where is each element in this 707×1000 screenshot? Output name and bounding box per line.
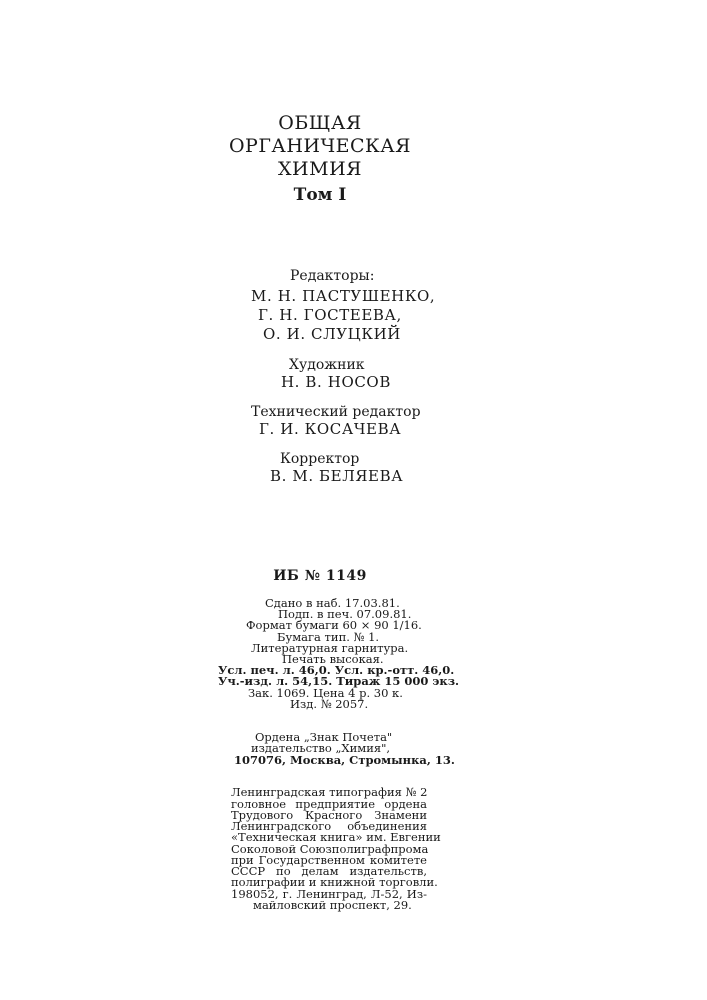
publisher-line: издательство „Химия",: [251, 741, 391, 755]
imprint-line: Уч.-изд. л. 54,15. Тираж 15 000 экз.: [218, 674, 460, 688]
imprint-line: Бумага тип. № 1.: [277, 630, 380, 644]
imprint-line: Зак. 1069. Цена 4 р. 30 к.: [248, 686, 403, 700]
imprint-line: Усл. печ. л. 46,0. Усл. кр.-отт. 46,0.: [218, 663, 455, 677]
tech-editor-name: Г. И. КОСАЧЕВА: [259, 420, 402, 438]
imprint-line: Подп. в печ. 07.09.81.: [278, 607, 412, 621]
proofreader-name: В. М. БЕЛЯЕВА: [270, 467, 404, 485]
imprint-line: Изд. № 2057.: [290, 697, 369, 711]
title-line-1: ОБЩАЯ: [278, 112, 362, 134]
imprint-line: Сдано в наб. 17.03.81.: [265, 596, 400, 610]
printer-line: Ленинградская типография № 2: [231, 785, 428, 799]
printer-line: майловский проспект, 29.: [253, 898, 412, 912]
title-line-3: ХИМИЯ: [278, 158, 362, 180]
printer-line: 198052, г. Ленинград, Л-52, Из-: [231, 887, 427, 901]
editors-role: Редакторы:: [290, 268, 375, 284]
tech-editor-role: Технический редактор: [251, 404, 421, 420]
printer-line: «Техническая книга» им. Евгении: [231, 830, 441, 844]
printer-line: Трудового Красного Знамени: [231, 808, 427, 822]
publisher-line: Ордена „Знак Почета": [255, 730, 393, 744]
editor-name-2: Г. Н. ГОСТЕЕВА,: [258, 306, 402, 324]
imprint-line: Печать высокая.: [282, 652, 384, 666]
editor-name-3: О. И. СЛУЦКИЙ: [263, 325, 401, 343]
printer-line: Соколовой Союзполиграфпрома: [231, 842, 429, 856]
editor-name-1: М. Н. ПАСТУШЕНКО,: [251, 287, 436, 305]
proofreader-role: Корректор: [280, 451, 360, 467]
imprint-line: Литературная гарнитура.: [251, 641, 409, 655]
artist-name: Н. В. НОСОВ: [281, 373, 391, 391]
printer-line: СССР по делам издательств,: [231, 864, 427, 878]
printer-line: Ленинградского объединения: [231, 819, 427, 833]
printer-line: головное предприятие ордена: [231, 797, 427, 811]
imprint-line: Формат бумаги 60 × 90 1/16.: [246, 618, 422, 632]
volume-label: Том I: [293, 185, 347, 205]
artist-role: Художник: [289, 357, 365, 373]
title-line-2: ОРГАНИЧЕСКАЯ: [228, 135, 411, 157]
publisher-line: 107076, Москва, Стромынка, 13.: [234, 753, 455, 767]
printer-line: полиграфии и книжной торговли.: [231, 875, 438, 889]
printer-line: при Государственном комитете: [231, 853, 427, 867]
ib-number: ИБ № 1149: [273, 568, 367, 584]
